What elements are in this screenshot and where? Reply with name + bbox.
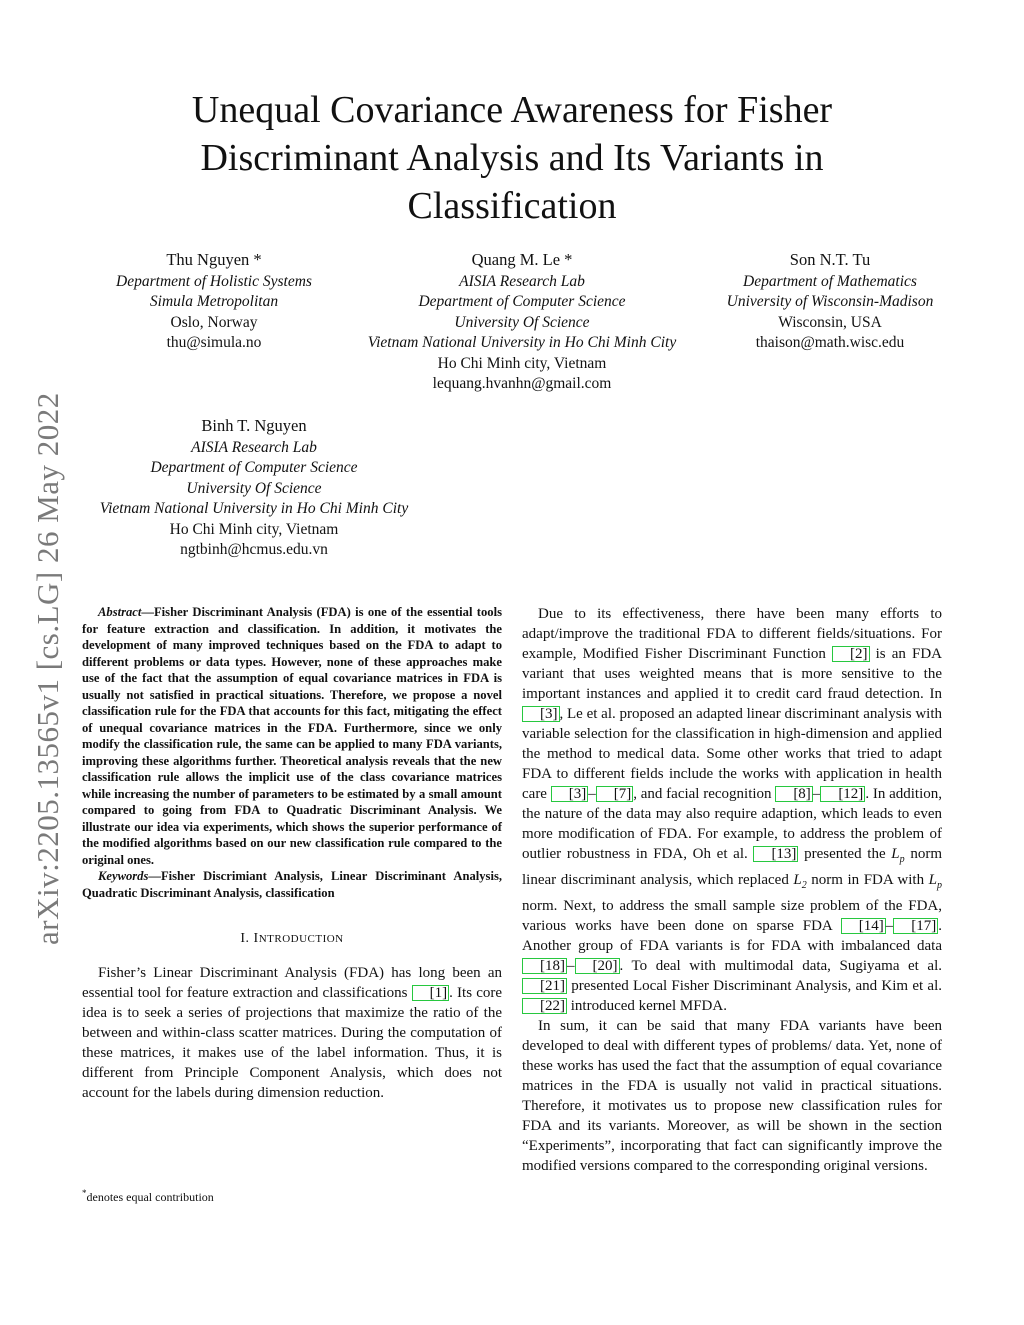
citation-link[interactable]: [20] xyxy=(575,958,620,974)
abstract-text: —Fisher Discriminant Analysis (FDA) is one of the essential tools for feature extraction and classification. In addition, it motivates the development of many improved techniques based on the FDA to adapt to different problems or data types. However, none of these approaches make use of the fact that the assumption of equal covariance matrices in FDA is usually not satisfied in practical situations. Therefore, we propose a novel classification rule for the FDA that accounts for this fact, mitigating the effect of unequal covariance matrices in the FDA. Furthermore, since we only modify the classification rule, the same can be applied to many FDA variants, improving these algorithms further. Theoretical analysis reveals that the new classification rule allows the implicit use of the class covariance matrices while increasing the number of parameters to be estimated by a small amount compared to going from FDA to Quadratic Discriminant Analysis. We illustrate our idea via experiments, which shows the superior performance of the modified algorithms based on our new classification rule compared to the original ones. xyxy=(82,605,502,867)
author-block-1 xyxy=(84,250,344,354)
footnote xyxy=(82,1186,214,1205)
abstract xyxy=(82,604,502,868)
citation-link[interactable]: [21] xyxy=(522,978,567,994)
summary-paragraph: In sum, it can be said that many FDA variants have been developed to deal with different types of problems/ data. Yet, none of these works has used the fact that the assumption of equal covariance matrices in the FDA is usually not valid in practical situations. Therefore, it motivates us to propose new classification rules for FDA and its variants. Moreover, as will be shown in the section “Experiments”, incorporating that fact can significantly improve the modified versions compared to the corresponding original versions. xyxy=(522,1018,942,1174)
author-email: ngtbinh@hcmus.edu.vn xyxy=(180,541,328,558)
author-affiliation: Department of Holistic Systems xyxy=(116,272,312,290)
author-affiliation: University of Wisconsin-Madison xyxy=(726,293,934,310)
author-name: Thu Nguyen * xyxy=(166,250,262,269)
citation-link[interactable]: [17] xyxy=(893,918,938,934)
arxiv-identifier: arXiv:2205.13565v1 [cs.LG] 26 May 2022 xyxy=(30,392,65,945)
keywords-lead: Keywords xyxy=(98,869,149,883)
paper-title: Unequal Covariance Awareness for Fisher Discriminant Analysis and Its Variants in Classification xyxy=(191,89,833,227)
author-location: Wisconsin, USA xyxy=(778,313,882,331)
author-affiliation: AISIA Research Lab xyxy=(191,438,317,456)
citation-link[interactable]: [18] xyxy=(522,958,567,974)
left-column xyxy=(82,604,502,1103)
citation-link[interactable]: [7] xyxy=(596,786,634,802)
author-name: Binh T. Nguyen xyxy=(201,416,307,435)
author-location: Oslo, Norway xyxy=(170,313,258,331)
author-name: Son N.T. Tu xyxy=(789,250,871,269)
keywords xyxy=(82,868,502,901)
citation-link[interactable]: [22] xyxy=(522,998,567,1014)
related-work-paragraph: Due to its effectiveness, there have been many efforts to adapt/improve the traditional FDA to different fields/situations. For example, Modified Fisher Discriminant Function [2] is an FDA variant that uses weighted means that is more sensitive to the important instances and applied it to credit card fraud detection. In [3] , Le et al. proposed an adapted linear discriminant analysis with variable selection for the classification in high-dimension and applied the method to medical data. Some other works that tried to adapt FDA to different fields include the works with application in health care [3] – [7] , and facial recognition [8] – [12] . In addition, the nature of the data may also require adaption, which leads to even more modification of FDA. For example, to address the problem of outlier robustness in FDA, Oh et al. [13] presented the $L_p$ norm linear discriminant analysis, which replaced $L_2$ norm in FDA with $L_p$ norm. Next, to address the small sample size problem of the FDA, various works have been done on sparse FDA [14] – [17] . Another group of FDA variants is for FDA with imbalanced data [18] – [20] . To deal with multimodal data, Sugiyama et al. [21] presented Local Fisher Discriminant Analysis, and Kim et al. [22] introduced kernel MFDA. xyxy=(522,606,942,1014)
math-symbol: $L_p$ xyxy=(891,846,905,865)
abstract-lead: Abstract xyxy=(98,605,142,619)
author-affiliation: Vietnam National University in Ho Chi Minh City xyxy=(99,500,409,517)
math-symbol: $L_2$ xyxy=(793,872,807,891)
author-name: Quang M. Le * xyxy=(471,250,573,269)
citation-link[interactable]: [2] xyxy=(832,646,870,662)
author-email: thu@simula.no xyxy=(166,334,262,351)
keywords-text: —Fisher Discrimiant Analysis, Linear Discriminant Analysis, Quadratic Discriminant Analysis, classification xyxy=(82,869,502,900)
citation-link[interactable]: [3] xyxy=(522,706,560,722)
author-affiliation: University Of Science xyxy=(454,313,590,331)
author-block-2 xyxy=(337,250,707,395)
citation-link[interactable]: [13] xyxy=(753,846,798,862)
footnote-text: denotes equal contribution xyxy=(86,1190,214,1204)
author-block-4 xyxy=(64,416,444,561)
author-affiliation: Vietnam National University in Ho Chi Minh City xyxy=(367,334,677,351)
right-column xyxy=(522,604,942,1176)
author-block-3 xyxy=(700,250,960,354)
author-affiliation: AISIA Research Lab xyxy=(459,272,585,290)
math-symbol: $L_p$ xyxy=(928,872,942,891)
author-affiliation: Department of Mathematics xyxy=(743,272,917,290)
footnote-mark: * xyxy=(82,1188,87,1198)
author-affiliation: Simula Metropolitan xyxy=(149,293,279,310)
citation-link[interactable]: [12] xyxy=(820,786,865,802)
author-location: Ho Chi Minh city, Vietnam xyxy=(169,520,339,538)
section-heading-introduction: I. INTRODUCTION xyxy=(240,931,344,946)
author-affiliation: Department of Computer Science xyxy=(150,459,358,476)
author-affiliation: Department of Computer Science xyxy=(418,293,626,310)
author-email: thaison@math.wisc.edu xyxy=(755,334,905,351)
citation-link[interactable]: [1] xyxy=(412,985,450,1001)
intro-paragraph: Fisher’s Linear Discriminant Analysis (FDA) has long been an essential tool for feature extraction and classifications [1] . Its core idea is to seek a series of projections that maximize the ratio of the between and within-class scatter matrices. During the computation of these matrices, it makes use of the label information. Thus, it is different from Principle Component Analysis, which does not account for the labels during dimension reduction. xyxy=(82,965,503,1101)
citation-link[interactable]: [14] xyxy=(841,918,886,934)
author-affiliation: University Of Science xyxy=(186,479,322,497)
citation-link[interactable]: [8] xyxy=(775,786,813,802)
citation-link[interactable]: [3] xyxy=(551,786,589,802)
author-location: Ho Chi Minh city, Vietnam xyxy=(437,354,607,372)
author-email: lequang.hvanhn@gmail.com xyxy=(432,375,612,392)
